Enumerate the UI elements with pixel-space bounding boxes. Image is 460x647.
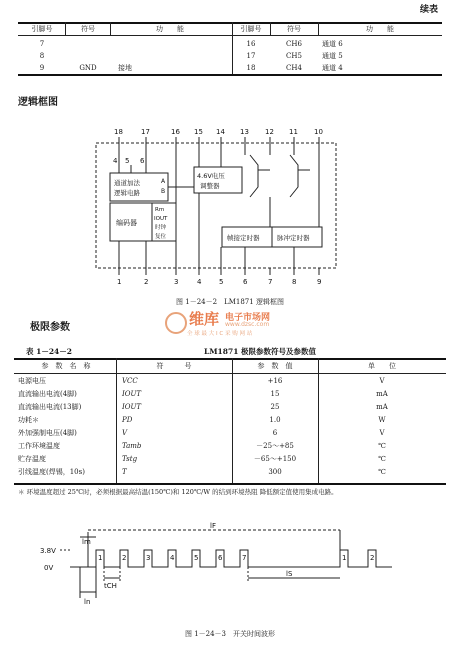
pulse-number: 6: [218, 554, 223, 562]
encoder-port-label: 复位: [155, 234, 167, 240]
param-name: 工作环境温度: [18, 442, 60, 450]
param-unit: mA: [376, 403, 388, 411]
figure-caption-logic: 图 1－24－2 LM1871 逻辑框图: [176, 298, 284, 306]
pulse-number: 5: [194, 554, 199, 562]
top-pin-label: 10: [314, 128, 323, 136]
encoder-port-label: 时钟: [155, 225, 167, 231]
param-unit: ℃: [378, 468, 386, 476]
logic-block-diagram: [0, 125, 460, 300]
limits-header: 参 数 值: [257, 362, 293, 370]
pin-table-header: 引脚号: [31, 25, 53, 33]
param-unit: ℃: [378, 455, 386, 463]
param-value: 1.0: [269, 416, 281, 424]
bottom-pin-label: 8: [292, 278, 297, 286]
channel-adder-label: 通道加法: [114, 179, 140, 187]
pulse-number: 2: [370, 554, 375, 562]
pin-function: 通道 5: [322, 52, 343, 60]
inner-pin-label: 4: [113, 157, 118, 165]
pulse-number: 1: [342, 554, 347, 562]
timing-label-tch: tCH: [104, 582, 117, 590]
frame-timer-label: 帧接定时器: [227, 234, 260, 242]
bottom-pin-label: 1: [117, 278, 122, 286]
param-value: －25～+85: [256, 442, 294, 450]
param-name: 外加强制电压(4脚): [18, 429, 77, 437]
pin-table-header: 功 能: [156, 25, 184, 33]
bottom-pin-label: 3: [174, 278, 179, 286]
limits-header: 参 数 名 称: [41, 362, 91, 370]
pin-function: 通道 6: [322, 40, 343, 48]
param-symbol: IOUT: [122, 390, 142, 398]
bottom-pin-label: 2: [144, 278, 149, 286]
inner-pin-label: 6: [140, 157, 145, 165]
param-value: －65～+150: [253, 455, 297, 463]
timing-waveform: [0, 520, 460, 620]
regulator-label: 调整器: [200, 182, 220, 190]
timing-label-ls: lS: [286, 570, 293, 578]
voltage-high-label: 3.8V: [40, 547, 56, 555]
param-value: 300: [268, 468, 282, 476]
top-pin-label: 16: [171, 128, 180, 136]
bottom-pin-label: 4: [197, 278, 202, 286]
encoder-port-label: Rm: [155, 207, 165, 213]
param-name: 电源电压: [18, 377, 46, 385]
param-symbol: PD: [122, 416, 133, 424]
param-value: +16: [267, 377, 283, 385]
continued-label: 续表: [420, 5, 439, 15]
pulse-number: 7: [242, 554, 247, 562]
bottom-pin-label: 9: [317, 278, 322, 286]
param-unit: ℃: [378, 442, 386, 450]
pin-function: 通道 4: [322, 64, 343, 72]
watermark-sub: 电子市场网: [225, 313, 271, 323]
param-symbol: IOUT: [122, 403, 142, 411]
top-pin-label: 11: [289, 128, 298, 136]
timing-label-ln: ln: [84, 598, 91, 606]
watermark-url: www.dzsc.com: [225, 321, 270, 328]
top-pin-label: 13: [240, 128, 249, 136]
top-pin-label: 14: [216, 128, 225, 136]
encoder-port-label: IOUT: [154, 216, 168, 222]
inner-pin-label: 5: [125, 157, 130, 165]
bottom-pin-label: 5: [219, 278, 224, 286]
param-value: 6: [272, 429, 278, 437]
pin-table-header: 符号: [81, 25, 95, 33]
bottom-pin-label: 6: [243, 278, 248, 286]
encoder-label: 编码器: [116, 219, 137, 227]
pin-symbol: CH5: [286, 52, 302, 60]
param-value: 25: [270, 403, 280, 411]
param-value: 15: [270, 390, 280, 398]
pin-number: 8: [39, 52, 45, 60]
channel-adder-label: 逻辑电路: [114, 189, 140, 197]
pin-symbol: CH6: [286, 40, 302, 48]
limits-header: 符 号: [156, 362, 192, 370]
pin-symbol: CH4: [286, 64, 302, 72]
watermark-brand: 维库: [189, 310, 220, 328]
section-title-limits: 极限参数: [30, 322, 70, 333]
pulse-number: 4: [170, 554, 175, 562]
param-name: 功耗＊: [18, 416, 39, 424]
pin-number: 18: [246, 64, 256, 72]
port-label: B: [161, 188, 166, 195]
pin-function: 接地: [118, 64, 132, 72]
pin-symbol: GND: [79, 64, 97, 72]
param-unit: W: [378, 416, 386, 424]
param-symbol: V: [122, 429, 128, 437]
voltage-low-label: 0V: [44, 564, 54, 572]
figure-caption-timing: 图 1－24－3 开关时间波形: [184, 630, 276, 638]
footnote: ＊ 环境温度超过 25℃时，必须根据最高结温(150℃)和 120℃/W 的结到环境热阻 降低额定值使用集成电路。: [18, 488, 338, 496]
top-pin-label: 17: [141, 128, 150, 136]
param-unit: V: [379, 377, 385, 385]
pin-table-header: 功 能: [366, 25, 394, 33]
watermark-logo-icon: [165, 312, 187, 334]
pin-table-header: 符号: [287, 25, 301, 33]
top-pin-label: 12: [265, 128, 274, 136]
pin-number: 17: [246, 52, 256, 60]
pulse-number: 3: [146, 554, 151, 562]
top-pin-label: 15: [194, 128, 203, 136]
watermark: [165, 308, 305, 336]
param-name: 引线温度(焊锡，10s): [18, 468, 85, 476]
pin-number: 16: [246, 40, 256, 48]
param-unit: V: [379, 429, 385, 437]
limits-header: 单 位: [368, 362, 396, 370]
pulse-timer-label: 脉冲定时器: [277, 234, 310, 242]
param-unit: mA: [376, 390, 388, 398]
param-name: 直流输出电流(4脚): [18, 390, 77, 398]
param-name: 直流输出电流(13脚): [18, 403, 82, 411]
pulse-number: 2: [122, 554, 127, 562]
pin-table-header: 引脚号: [240, 25, 262, 33]
timing-label-lm: lm: [82, 538, 91, 546]
timing-label-lf: lF: [210, 522, 216, 530]
pin-number: 7: [39, 40, 45, 48]
table-title: LM1871 极限参数符号及参数值: [203, 347, 317, 356]
section-title-logic: 逻辑框图: [18, 97, 58, 108]
param-symbol: Tamb: [122, 442, 142, 450]
table-id: 表 1－24－2: [26, 347, 72, 356]
pulse-number: 1: [98, 554, 103, 562]
pin-number: 9: [39, 64, 45, 72]
top-pin-label: 18: [114, 128, 123, 136]
param-symbol: VCC: [122, 377, 138, 385]
param-symbol: T: [122, 468, 127, 476]
regulator-label: 4.6V电压: [197, 172, 225, 180]
port-label: A: [161, 178, 166, 185]
bottom-pin-label: 7: [268, 278, 273, 286]
param-name: 贮存温度: [18, 455, 46, 463]
watermark-slogan: 全 球 最 大 I C 采 购 网 站: [187, 331, 253, 337]
param-symbol: Tstg: [122, 455, 138, 463]
